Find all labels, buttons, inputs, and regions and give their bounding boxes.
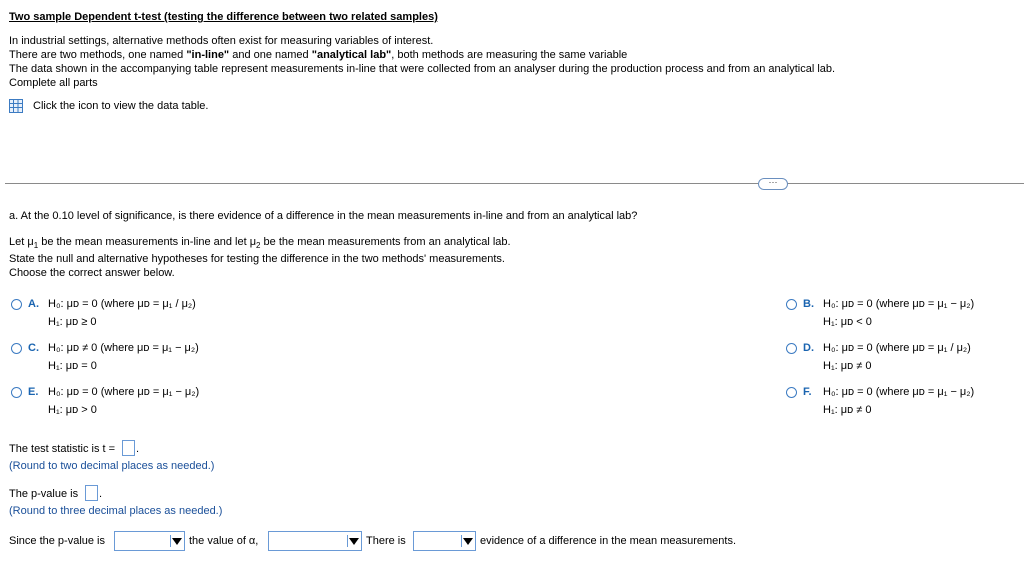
conclusion-alpha: the value of α, [189,535,259,547]
conclusion-there-is: There is [366,535,406,547]
option-e-h0: H₀: μᴅ = 0 (where μᴅ = μ₁ − μ₂) [48,386,200,398]
question-state: State the null and alternative hypotheses for testing the difference in the two methods' measurements. [9,253,505,265]
divider [5,183,1024,184]
intro-line-4: Complete all parts [9,77,98,89]
option-c-h1: H₁: μᴅ = 0 [48,360,97,372]
radio-option-d[interactable] [786,343,797,354]
option-b-h1: H₁: μᴅ < 0 [823,316,872,328]
intro-text: and one named [229,49,312,61]
let-text: Let μ [9,236,34,248]
radio-option-c[interactable] [11,343,22,354]
option-d-h1: H₁: μᴅ ≠ 0 [823,360,872,372]
let-text: be the mean measurements in-line and let μ [38,236,257,248]
evidence-select[interactable] [413,531,476,551]
question-choose: Choose the correct answer below. [9,267,175,279]
test-stat-label: The test statistic is t = [9,443,116,455]
p-value-label: The p-value is [9,488,79,500]
intro-text: , both methods are measuring the same variable [391,49,628,61]
option-f-h1: H₁: μᴅ ≠ 0 [823,404,872,416]
option-a-letter: A. [28,298,39,310]
radio-option-f[interactable] [786,387,797,398]
p-value-hint: (Round to three decimal places as needed.) [9,505,223,517]
option-c-letter: C. [28,342,39,354]
intro-line-1: In industrial settings, alternative methods often exist for measuring variables of interest. [9,35,434,47]
option-c-h0: H₀: μᴅ ≠ 0 (where μᴅ = μ₁ − μ₂) [48,342,199,354]
p-value-input[interactable] [85,485,98,501]
decision-select[interactable] [268,531,362,551]
question-let: Let $\mu_1$ be the mean measurements in-line and let $\mu_2$ be the mean measurements from an analytical lab. [9,236,511,250]
conclusion-evidence: evidence of a difference in the mean measurements. [480,535,737,547]
data-table-icon[interactable] [9,99,23,113]
method-lab: "analytical lab" [311,49,392,61]
option-a-h1: H₁: μᴅ ≥ 0 [48,316,97,328]
chevron-down-icon[interactable] [461,535,473,547]
option-d-h0: H₀: μᴅ = 0 (where μᴅ = μ₁ / μ₂) [823,342,971,354]
more-button[interactable]: ··· [758,178,788,190]
chevron-down-icon[interactable] [347,535,359,547]
intro-line-3: The data shown in the accompanying table represent measurements in-line that were collected from an analyser during the production process and from an analytical lab. [9,63,836,75]
radio-option-a[interactable] [11,299,22,310]
option-f-letter: F. [803,386,812,398]
period: . [99,488,103,500]
option-e-h1: H₁: μᴅ > 0 [48,404,97,416]
period: . [136,443,140,455]
option-d-letter: D. [803,342,814,354]
option-e-letter: E. [28,386,39,398]
option-b-h0: H₀: μᴅ = 0 (where μᴅ = μ₁ − μ₂) [823,298,975,310]
page-title: Two sample Dependent t-test (testing the difference between two related samples) [9,11,438,23]
let-text: be the mean measurements from an analytical lab. [260,236,511,248]
intro-line-2 [9,49,627,61]
test-stat-input[interactable] [122,440,135,456]
compare-select[interactable] [114,531,185,551]
test-stat-hint: (Round to two decimal places as needed.) [9,460,215,472]
radio-option-b[interactable] [786,299,797,310]
radio-option-e[interactable] [11,387,22,398]
intro-text: There are two methods, one named [9,49,187,61]
conclusion-since: Since the p-value is [9,535,105,547]
data-table-link[interactable]: Click the icon to view the data table. [33,100,209,112]
option-f-h0: H₀: μᴅ = 0 (where μᴅ = μ₁ − μ₂) [823,386,975,398]
question-part-a: a. At the 0.10 level of significance, is there evidence of a difference in the mean measurements in-line and from an analytical lab? [9,210,638,222]
method-inline: "in-line" [186,49,230,61]
option-b-letter: B. [803,298,814,310]
chevron-down-icon[interactable] [170,535,182,547]
option-a-h0: H₀: μᴅ = 0 (where μᴅ = μ₁ / μ₂) [48,298,196,310]
